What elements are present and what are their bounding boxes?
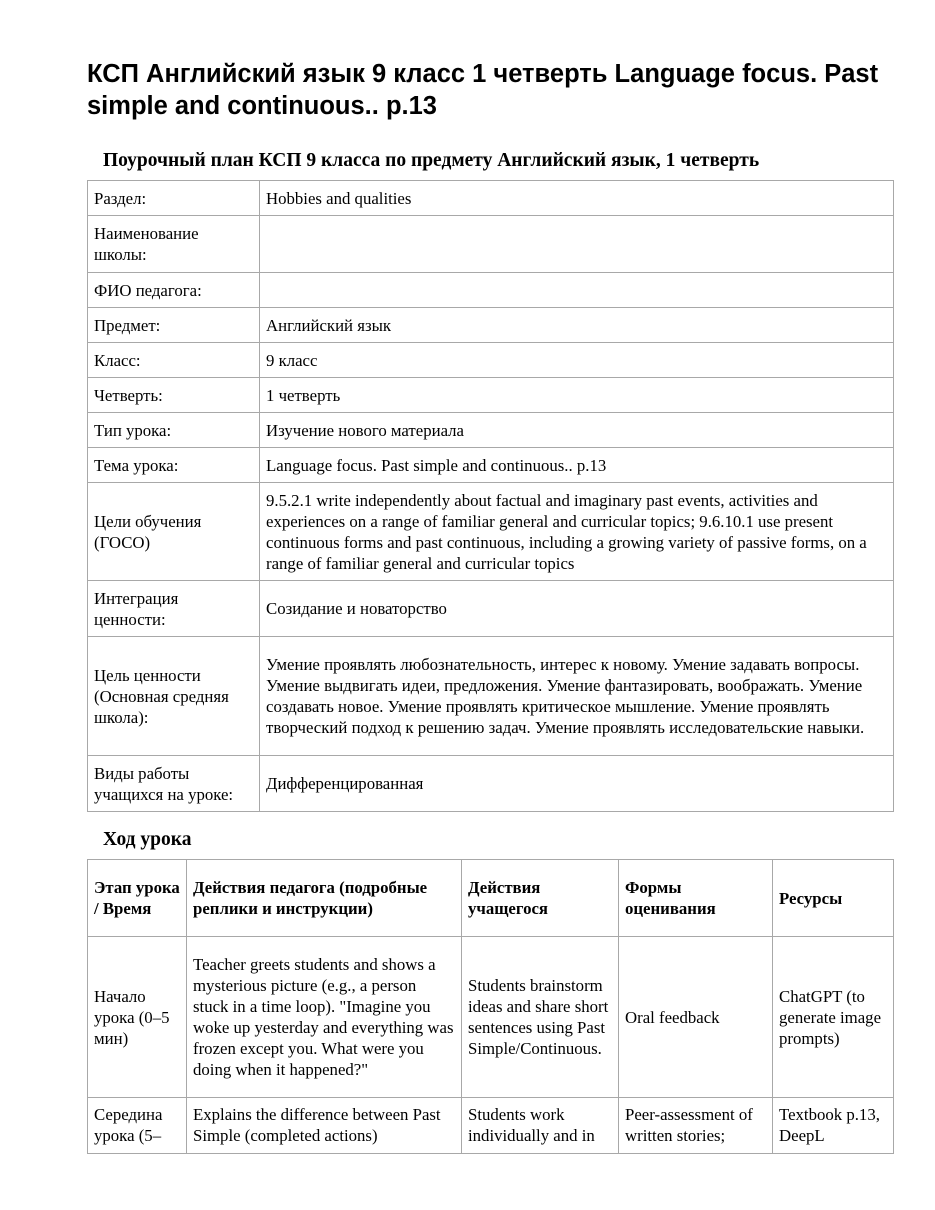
lesson-heading: Ход урока xyxy=(103,829,192,850)
document-title: КСП Английский язык 9 класс 1 четверть Language focus. Past simple and continuous.. p.13 xyxy=(87,60,879,120)
info-value: Изучение нового материала xyxy=(260,413,894,448)
lesson-table xyxy=(87,859,894,1154)
info-value: Language focus. Past simple and continuous.. p.13 xyxy=(260,448,894,483)
info-label: Интеграция ценности: xyxy=(88,581,260,637)
info-row-topic xyxy=(88,448,894,483)
info-label: Четверть: xyxy=(88,378,260,413)
info-table xyxy=(87,180,894,812)
info-row-school xyxy=(88,216,894,273)
info-value xyxy=(260,273,894,308)
info-row-goals xyxy=(88,483,894,581)
info-label: ФИО педагога: xyxy=(88,273,260,308)
info-value: 9.5.2.1 write independently about factual and imaginary past events, activities and experiences on a range of familiar general and curricular topics; 9.6.10.1 use present continuous forms and past continuous, including a growing variety of passive forms, on a range of familiar general and curricular topics xyxy=(260,483,894,581)
info-label: Цели обучения (ГОСО) xyxy=(88,483,260,581)
lesson-row xyxy=(88,1098,894,1154)
lesson-cell-teacher: Explains the difference between Past Simple (completed actions) xyxy=(187,1098,462,1154)
info-value: Созидание и новаторство xyxy=(260,581,894,637)
lesson-cell-student: Students work individually and in xyxy=(462,1098,619,1154)
info-label: Наименование школы: xyxy=(88,216,260,273)
lesson-cell-stage: Начало урока (0–5 мин) xyxy=(88,937,187,1098)
info-row-section xyxy=(88,181,894,216)
document-page xyxy=(87,58,893,1154)
info-row-subject xyxy=(88,308,894,343)
info-value: Английский язык xyxy=(260,308,894,343)
info-label: Цель ценности (Основная средняя школа): xyxy=(88,637,260,756)
info-value: Дифференцированная xyxy=(260,756,894,812)
info-row-values xyxy=(88,581,894,637)
info-value: 1 четверть xyxy=(260,378,894,413)
header-resources: Ресурсы xyxy=(773,860,894,937)
header-teacher-actions: Действия педагога (подробные реплики и инструкции) xyxy=(187,860,462,937)
lesson-cell-teacher: Teacher greets students and shows a mysterious picture (e.g., a person stuck in a time loop). "Imagine you woke up yesterday and everything was frozen except you. What were you doing when it happened?" xyxy=(187,937,462,1098)
lesson-cell-resources: ChatGPT (to generate image prompts) xyxy=(773,937,894,1098)
info-label: Предмет: xyxy=(88,308,260,343)
info-label: Тип урока: xyxy=(88,413,260,448)
info-label: Виды работы учащихся на уроке: xyxy=(88,756,260,812)
lesson-cell-student: Students brainstorm ideas and share short sentences using Past Simple/Continuous. xyxy=(462,937,619,1098)
header-assessment: Формы оценивания xyxy=(619,860,773,937)
lesson-cell-assessment: Oral feedback xyxy=(619,937,773,1098)
lesson-cell-stage: Середина урока (5– xyxy=(88,1098,187,1154)
header-stage: Этап урока / Время xyxy=(88,860,187,937)
lesson-header-row xyxy=(88,860,894,937)
header-student-actions: Действия учащегося xyxy=(462,860,619,937)
lesson-cell-assessment: Peer-assessment of written stories; xyxy=(619,1098,773,1154)
lesson-row xyxy=(88,937,894,1098)
info-row-quarter xyxy=(88,378,894,413)
info-value: Умение проявлять любознательность, интерес к новому. Умение задавать вопросы. Умение выдвигать идеи, предложения. Умение фантазировать, воображать. Умение создавать новое. Умение проявлять критическое мышление. Умение проявлять творческий подход к решению задач. Умение проявлять исследовательские навыки. xyxy=(260,637,894,756)
info-row-lesson-type xyxy=(88,413,894,448)
info-label: Тема урока: xyxy=(88,448,260,483)
info-value: Hobbies and qualities xyxy=(260,181,894,216)
lesson-cell-resources: Textbook p.13, DeepL xyxy=(773,1098,894,1154)
info-value: 9 класс xyxy=(260,343,894,378)
info-row-class xyxy=(88,343,894,378)
info-row-work-types xyxy=(88,756,894,812)
info-label: Класс: xyxy=(88,343,260,378)
info-value xyxy=(260,216,894,273)
info-row-teacher xyxy=(88,273,894,308)
plan-heading: Поурочный план КСП 9 класса по предмету Английский язык, 1 четверть xyxy=(103,150,760,171)
info-row-value-goal xyxy=(88,637,894,756)
info-label: Раздел: xyxy=(88,181,260,216)
